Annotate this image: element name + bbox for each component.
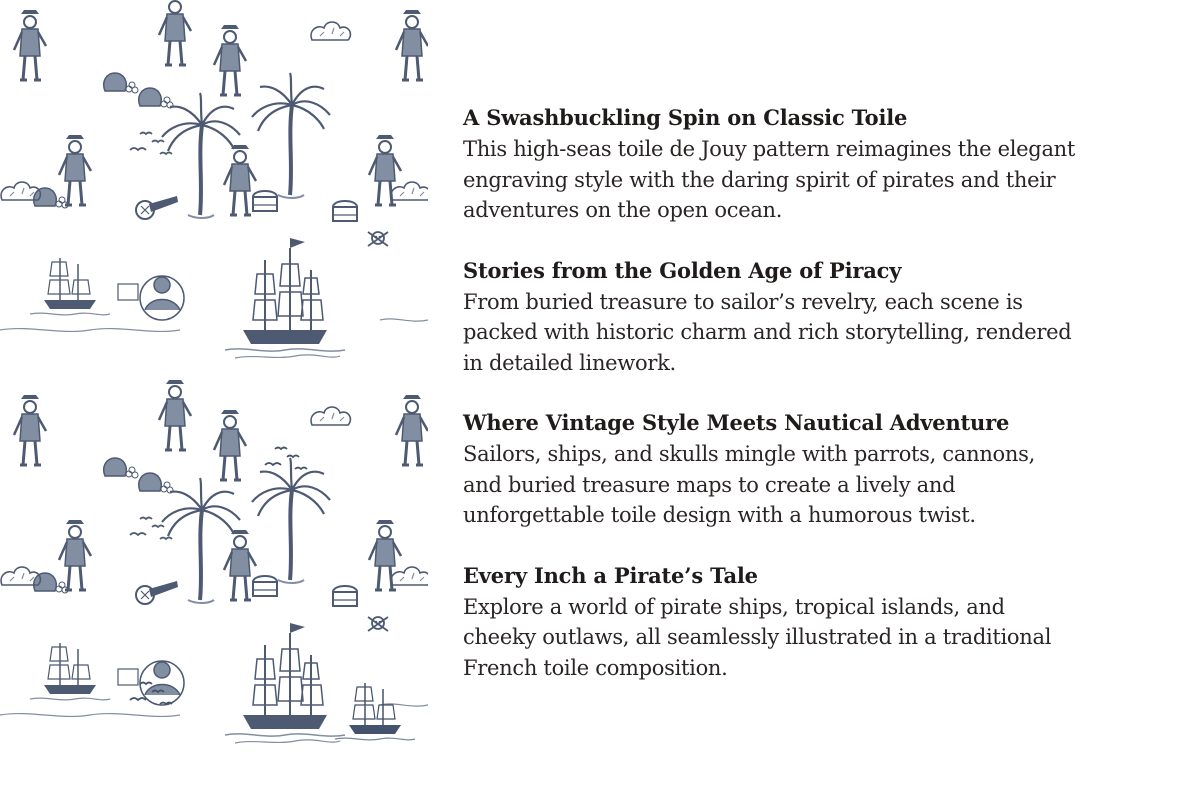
section-body: Explore a world of pirate ships, tropical islands, and cheeky outlaws, all seamlessly illustrated in a traditional French toile composition.: [463, 594, 1052, 680]
section-vintage-style: [463, 407, 1143, 531]
section-swashbuckling: [463, 102, 1143, 226]
section-body: This high-seas toile de Jouy pattern reimagines the elegant engraving style with the daring spirit of pirates and their adventures on the open ocean.: [463, 137, 1076, 222]
section-heading: Every Inch a Pirate’s Tale: [463, 562, 758, 588]
section-heading: Where Vintage Style Meets Nautical Adventure: [463, 410, 1010, 435]
section-pirates-tale: [463, 560, 1143, 684]
section-body: From buried treasure to sailor’s revelry, each scene is packed with historic charm and rich storytelling, rendered in detailed linework.: [463, 289, 1072, 375]
description-text-panel: [463, 102, 1143, 712]
pirate-toile-pattern-icon: [0, 0, 428, 800]
section-heading: A Swashbuckling Spin on Classic Toile: [463, 105, 908, 130]
section-body: Sailors, ships, and skulls mingle with parrots, cannons, and buried treasure maps to create a lively and unforgettable toile design with a humorous twist.: [463, 442, 1035, 527]
pirate-toile-pattern-image: [0, 0, 428, 800]
section-heading: Stories from the Golden Age of Piracy: [463, 257, 902, 283]
section-golden-age: [463, 255, 1143, 379]
